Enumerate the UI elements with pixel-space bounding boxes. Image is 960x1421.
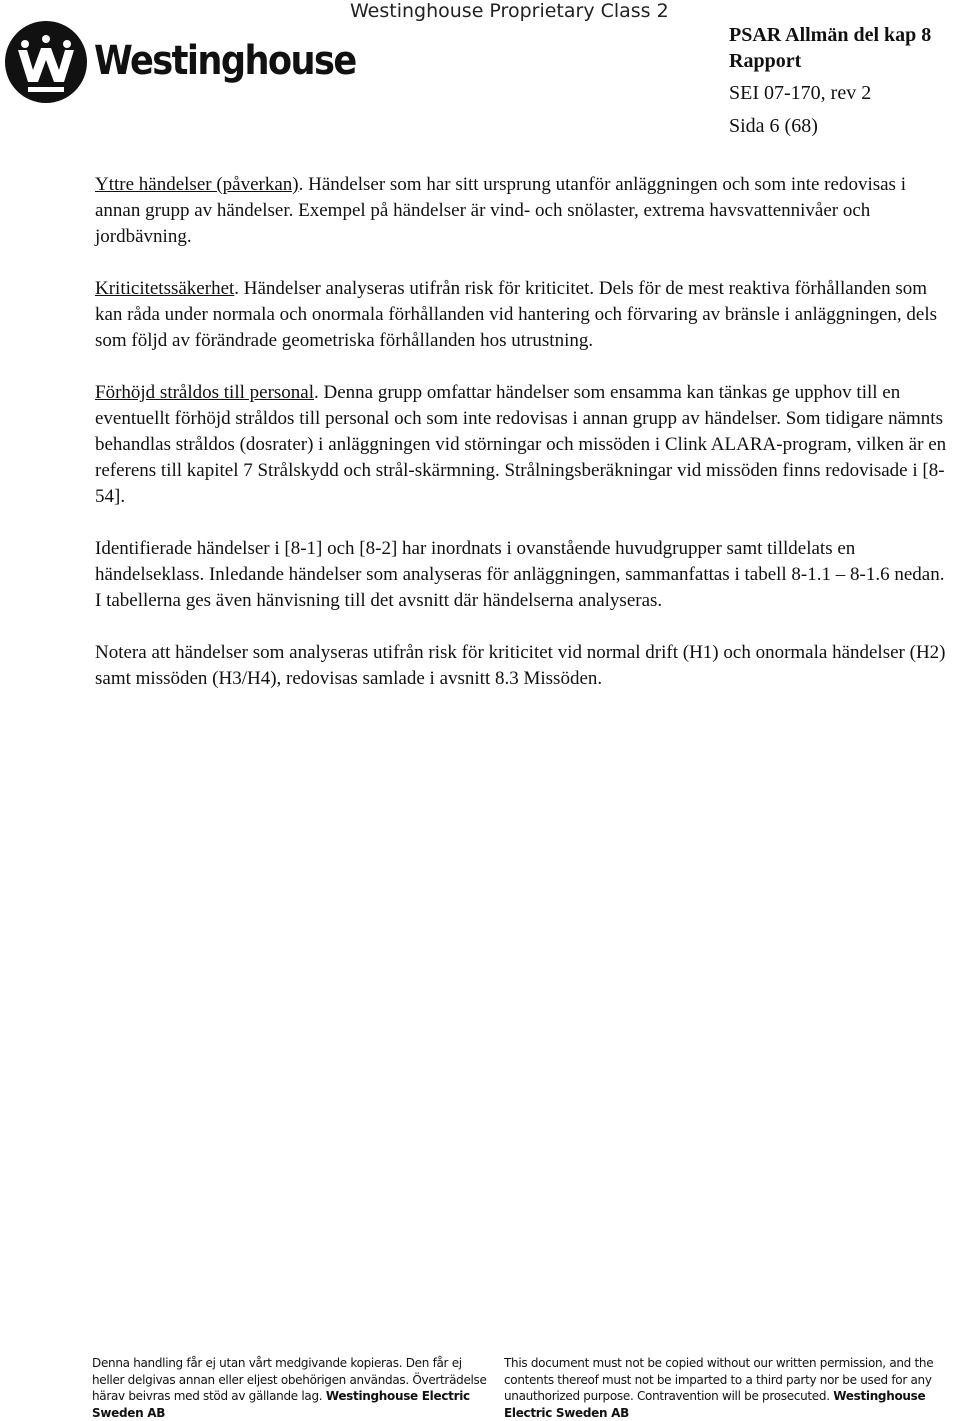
footer-swedish-notice: [92, 1355, 487, 1421]
document-title: PSAR Allmän del kap 8: [729, 24, 932, 46]
paragraph-text: . Händelser som har sitt ursprung utanför anläggningen och som inte redovisas i annan grupp av händelser. Exempel på händelser är vind- och snölaster, extrema havsvattennivåer och jordbävning.: [95, 174, 906, 247]
footer-english-notice: [504, 1355, 954, 1421]
document-info: [729, 22, 931, 139]
footer-english-text: This document must not be copied without our written permission, and the contents thereof must not be imparted to a third party nor be used for any unauthorized purpose. Contravention will be prosecuted.: [504, 1356, 934, 1403]
page-number: Sida 6 (68): [729, 115, 818, 137]
footer-english-company: Westinghouse Electric Sweden AB: [504, 1389, 926, 1420]
westinghouse-wordmark: Westinghouse: [94, 38, 356, 84]
paragraph-text: . Denna grupp omfattar händelser som ensamma kan tänkas ge upphov till en eventuellt förhöjd stråldos till personal och som inte redovisas i annan grupp av händelser. Som tidigare nämnts behandlas stråldos (dosrater) i anläggningen vid störningar och missöden i Clink ALARA-program, vilken är en referens till kapitel 7 Strålskydd och strål-skärmning. Strålningsberäkningar vid missöden finns redovisade i [8-54].: [95, 382, 947, 507]
paragraph-note: Notera att händelser som analyseras utifrån risk för kriticitet vid normal drift (H1) och onormala händelser (H2) samt missöden (H3/H4), redovisas samlade i avsnitt 8.3 Missöden.: [95, 642, 946, 689]
body-text: [95, 172, 955, 718]
footer-swedish-company: Westinghouse Electric Sweden AB: [92, 1389, 470, 1420]
paragraph-text: . Händelser analyseras utifrån risk för kriticitet. Dels för de mest reaktiva förhållanden som kan råda under normala och onormala förhållanden vid hantering och förvaring av bränsle i anläggningen, dels som följd av förändrade geometriska förhållanden hos utrustning.: [95, 278, 938, 351]
paragraph-radiation-dose: [95, 380, 955, 510]
paragraph-criticality-safety: [95, 276, 955, 354]
footer-swedish-text: Denna handling får ej utan vårt medgivande kopieras. Den får ej heller delgivas annan eller eljest obehörigen användas. Överträdelse härav beivras med stöd av gällande lag.: [92, 1356, 487, 1403]
paragraph-identified-events: Identifierade händelser i [8-1] och [8-2] har inordnats i ovanstående huvudgrupper samt tilldelats en händelseklass. Inledande händelser som analyseras för anläggningen, sammanfattas i tabell 8-1.1 – 8-1.6 nedan. I tabellerna ges även hänvisning till det avsnitt där händelserna analyseras.: [95, 538, 945, 611]
term-radiation-dose: Förhöjd stråldos till personal: [95, 382, 315, 403]
classification-label: Westinghouse Proprietary Class 2: [350, 0, 669, 22]
term-criticality-safety: Kriticitetssäkerhet: [95, 278, 235, 299]
term-external-events: Yttre händelser (påverkan): [95, 174, 299, 195]
westinghouse-circle-w-icon: [4, 20, 88, 104]
document-type: Rapport: [729, 50, 802, 72]
document-reference: SEI 07-170, rev 2: [729, 82, 872, 104]
paragraph-external-events: [95, 172, 955, 250]
westinghouse-logo: [4, 20, 88, 104]
